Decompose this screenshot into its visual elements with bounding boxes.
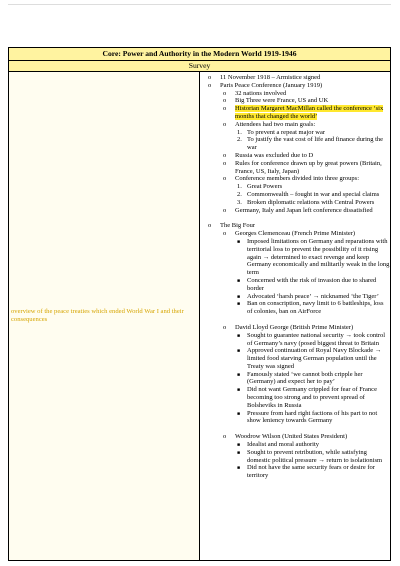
list-item: o 11 November 1918 – Armistice signed [208,74,321,81]
list-item: o Big Three were France, US and UK [223,97,329,105]
leaders-list-2 [220,324,390,425]
syllabus-point-cell [9,72,200,561]
clemenceau-points [235,238,390,316]
list-item: ■ Pressure from hard right factions of his part to not show leniency towards Germany [237,409,378,425]
leaders-list [220,230,390,316]
list-item: ■ Famously stated ‘we cannot both cripple her (Germany) and expect her to pay’ [237,370,363,386]
leader-lloyd-george: o David Lloyd George (British Prime Minister) ■ Sought to guarantee national security → took control of Germany’s navy (posed biggest threat to Britain ■ Approved continuation of Royal Navy Blockade → limited food starving German population until the Treaty was signed ■ Famously stated ‘we cannot both cripple her (Germany) and expect her to pay’ ■ Did not want Germany crippled for fear of France becoming too strong and to prevent spread of Bolsheviks in Russia ■ Pressure from hard right factions of his part to not show leniency towards Germany [220,324,390,425]
list-item: o 32 nations involved [223,89,287,97]
list-item: 2. Commonwealth – fought in war and special claims [237,190,380,198]
list-item: ■ Idealist and moral authority [237,441,320,449]
list-item: ■ Imposed limitations on Germany and reparations with territorial loss to prevent the possibility of it rising again → determined to exact revenge and keep Germany economically and militarily weak in the long term [237,237,390,277]
conference-list [220,90,390,215]
list-item: o Germany, Italy and Japan left conference dissatisfied [223,206,373,214]
lloyd-george-points [235,332,390,426]
list-item: ■ Ban on conscription, navy limit to 6 battleships, loss of colonies, ban on AirForce [237,300,384,316]
leader-clemenceau: o Georges Clemenceau (French Prime Minister) ■ Imposed limitations on Germany and reparations with territorial loss to prevent the possibility of it rising again → determined to exact revenge and keep Germany economically and militarily weak in the long term ■ Concerned with the risk of invasion due to shared border ■ Advocated ‘harsh peace’ → nicknamed ‘the Tiger’ ■ Ban on conscription, navy limit to 6 battleships, loss of colonies, ban on AirForce [223,230,390,316]
page-header-rule [8,4,391,5]
list-item: ■ Sought to guarantee national security → took control of Germany’s navy (posed biggest threat to Britain [237,331,386,347]
list-item: ■ Advocated ‘harsh peace’ → nicknamed ‘the Tiger’ [237,292,379,300]
table-title: Core: Power and Authority in the Modern World 1919-1946 [9,48,391,61]
list-item: 1. Great Powers [237,183,283,191]
list-item: o Paris Peace Conference (January 1919) o 32 nations involved o Big Three were France, US and UK o Historian Margaret MacMillan called the conference ‘six months that changed the world’ o Attendees had two main goals: 1. To prevent a repeat major war 2. To justify the vast cost of life and finance during the war o Russia was excluded due to D o Rules for conference drawn up by great powers (Britain, France, US, Italy, Japan) o Conference members divided into three groups: 1. Great Powers 2. Commonwealth – fought in war and special claims 3. Broken diplomatic relations with Central Powers o Germany, Italy and Japan left conference dissatisfied [200,82,390,215]
big-four-list [200,222,390,480]
spacer [200,214,390,222]
list-item: ■ Did not have the same security fears or desire for territory [237,464,375,480]
groups-list [235,183,390,206]
list-item: o Conference members divided into three groups: 1. Great Powers 2. Commonwealth – fought in war and special claims 3. Broken diplomatic relations with Central Powers [220,175,390,206]
list-item: o The Big Four o Georges Clemenceau (French Prime Minister) ■ Imposed limitations on Germany and reparations with territorial loss to prevent the possibility of it rising again → determined to exact revenge and keep Germany economically and militarily weak in the long term ■ Concerned with the risk of invasion due to shared border ■ Advocated ‘harsh peace’ → nicknamed ‘the Tiger’ ■ Ban on conscription, navy limit to 6 battleships, loss of colonies, ban on AirForce o David Lloyd George (British Prime Minister) ■ Sought to guarantee national security → took control of Germany’s navy (posed biggest threat to Britain ■ Approved continuation of Royal Navy Blockade → limited food starving German population until the Treaty was signed ■ Famously stated ‘we cannot both cripple her (Germany) and expect her to pay’ ■ Did not want Germany crippled for fear of France becoming too strong and to prevent spread of Bolsheviks in Russia ■ Pressure from hard right factions of his part to not show leniency towards Germany o Woodrow Wilson (United States President) ■ Idealist and moral authority ■ Sought to prevent retribution, while satisfying domestic political pressure → return to isolationism ■ Did not have the same security fears or desire for territory [208,222,390,480]
wilson-points [235,441,390,480]
notes-cell [200,72,391,561]
leader-wilson: o Woodrow Wilson (United States President) ■ Idealist and moral authority ■ Sought to prevent retribution, while satisfying domestic political pressure → return to isolationism ■ Did not have the same security fears or desire for territory [220,433,390,480]
list-item: 2. To justify the vast cost of life and finance during the war [237,136,384,152]
section-1-list [200,74,390,214]
syllabus-point-text: overview of the peace treaties which ended World War I and their consequences [11,307,184,323]
spacer [220,425,390,433]
list-item: 1. To prevent a repeat major war [237,128,326,136]
list-item: o Attendees had two main goals: 1. To prevent a repeat major war 2. To justify the vast cost of life and finance during the war [220,121,390,152]
leaders-list-3 [220,433,390,480]
table-subtitle: Survey [9,61,391,72]
highlighted-quote: o Historian Margaret MacMillan called the conference ‘six months that changed the world’ [223,105,384,120]
notes-table [8,47,391,561]
goals-list [235,129,390,152]
list-item: ■ Sought to prevent retribution, while satisfying domestic political pressure → return to isolationism [237,448,383,464]
list-item: ■ Concerned with the risk of invasion due to shared border [237,276,377,292]
list-item: 3. Broken diplomatic relations with Central Powers [237,198,375,206]
list-item: ■ Approved continuation of Royal Navy Blockade → limited food starving German population until the Treaty was signed [237,347,382,370]
list-item: ■ Did not want Germany crippled for fear of France becoming too strong and to prevent spread of Bolsheviks in Russia [237,386,377,409]
spacer [220,316,390,324]
list-item: o Rules for conference drawn up by great powers (Britain, France, US, Italy, Japan) [223,159,382,175]
list-item: o Russia was excluded due to D [223,151,314,159]
